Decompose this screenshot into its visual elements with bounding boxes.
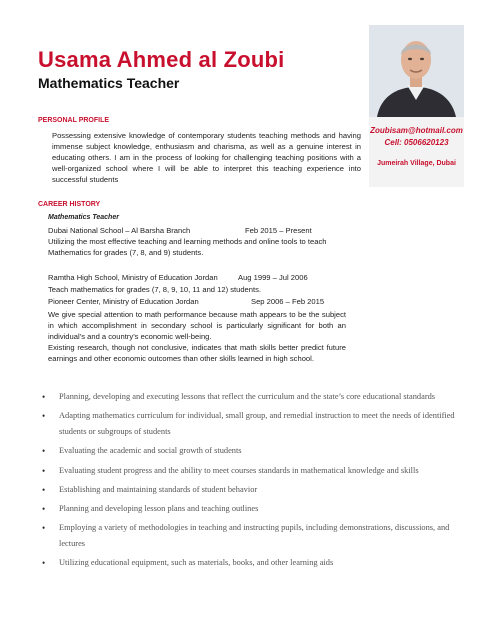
school-name: Pioneer Center, Ministry of Education Jordan — [48, 297, 199, 306]
list-item — [38, 482, 458, 498]
list-item-text: Evaluating the academic and social growth of students — [59, 446, 242, 456]
list-item-text: Establishing and maintaining standards of student behavior — [59, 484, 258, 494]
school-name: Dubai National School – Al Barsha Branch — [48, 226, 191, 235]
list-item — [38, 443, 458, 459]
name-title: Usama Ahmed al Zoubi — [38, 47, 285, 72]
job-entry-pioneer — [48, 297, 368, 306]
list-item-text: Planning, developing and executing lessons that reflect the curriculum and the state’s core educational standards — [59, 392, 436, 401]
job-entry-dubai — [48, 226, 368, 235]
job-description: Utilizing the most effective teaching and learning methods and online tools to teach Mathematics for grades (7, 8, and 9) students. — [48, 237, 327, 257]
list-item — [38, 501, 458, 517]
job-description: Teach mathematics for grades (7, 8, 9, 10, 11 and 12) students. — [48, 285, 262, 294]
list-item-text: Planning and developing lesson plans and teaching outlines — [59, 503, 259, 513]
list-item — [38, 389, 458, 405]
list-item — [38, 555, 458, 571]
personal-profile-text: Possessing extensive knowledge of contemporary students teaching methods and having immense subject knowledge, enthusiasm and charisma, as well as a genuine interest in educating others. I am in the process of looking for challenging teaching positions with a well-organized school where I will be able to interpret this teaching experience into successful students — [52, 131, 361, 184]
job-entry-ramtha — [48, 273, 368, 282]
job-dates: Feb 2015 – Present — [245, 226, 312, 235]
profile-photo — [369, 25, 464, 117]
bullet-icon: • — [42, 558, 46, 569]
contact-email[interactable]: Zoubisam@hotmail.com — [370, 126, 463, 135]
bullet-icon: • — [42, 392, 46, 402]
role-subtitle: Mathematics Teacher — [38, 75, 180, 91]
bullet-icon: • — [42, 503, 46, 514]
list-item-text: Adapting mathematics curriculum for individual, small group, and remedial instruction to meet the needs of identified students or subgroups of students — [59, 411, 455, 437]
list-item-text: Employing a variety of methodologies in teaching and instructing pupils, including demonstrations, discussions, and lectures — [59, 523, 450, 549]
bullet-icon: • — [42, 465, 46, 476]
job-dates: Sep 2006 – Feb 2015 — [251, 297, 325, 306]
list-item-text: Utilizing educational equipment, such as materials, books, and other learning aids — [59, 558, 334, 568]
contact-location: Jumeirah Village, Dubai — [377, 160, 456, 167]
job-description: We give special attention to math performance because math appears to be the subject in which accomplishment in secondary school is particularly significant for both an individual’s and a country’s economic well-being. — [48, 310, 346, 341]
duties-list — [38, 389, 458, 575]
bullet-icon: • — [42, 411, 46, 422]
job-title: Mathematics Teacher — [48, 214, 119, 221]
contact-cell: Cell: 0506620123 — [384, 138, 449, 147]
job-dates: Aug 1999 – Jul 2006 — [238, 273, 308, 282]
list-item — [38, 408, 458, 440]
career-history-heading: CAREER HISTORY — [38, 201, 101, 208]
list-item — [38, 463, 458, 479]
personal-profile-heading: PERSONAL PROFILE — [38, 117, 110, 124]
school-name: Ramtha High School, Ministry of Education Jordan — [48, 273, 218, 282]
list-item — [38, 520, 458, 552]
portrait-illustration — [369, 25, 464, 117]
contact-panel — [369, 117, 464, 187]
research-description: Existing research, though not conclusive, indicates that math skills better predict future earnings and other economic outcomes than other skills learned in high school. — [48, 343, 346, 363]
bullet-icon: • — [42, 446, 46, 457]
bullet-icon: • — [42, 484, 46, 495]
bullet-icon: • — [42, 523, 46, 534]
list-item-text: Evaluating student progress and the ability to meet courses standards in mathematical knowledge and skills — [59, 465, 419, 475]
